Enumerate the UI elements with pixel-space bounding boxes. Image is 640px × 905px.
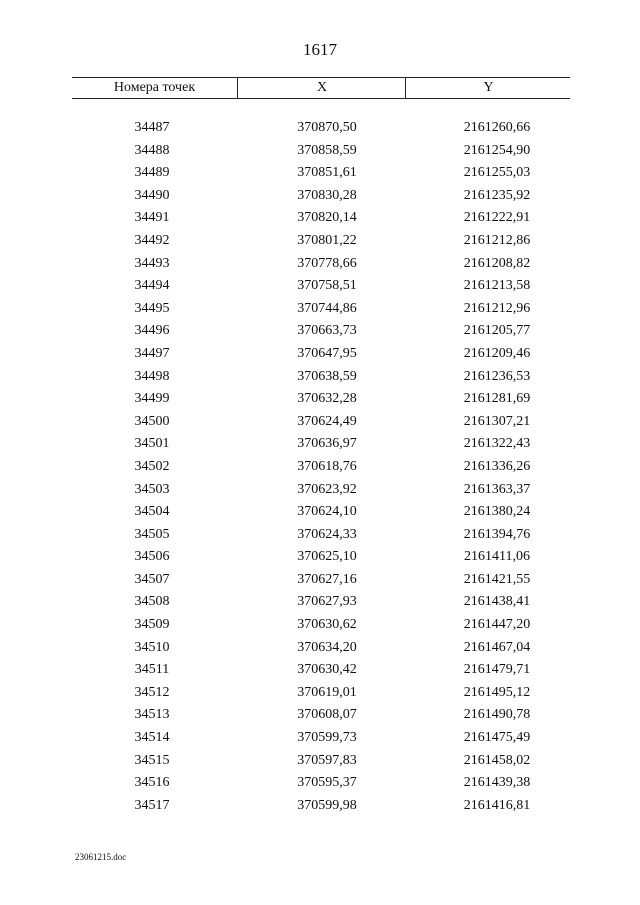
x-coordinate-cell: 370595,37 [297,775,357,791]
y-coordinate-cell: 2161467,04 [463,639,531,655]
point-number-cell: 34497 [134,345,170,361]
y-coordinate-cell: 2161447,20 [463,617,531,633]
table-row [72,704,570,727]
x-coordinate-cell: 370636,97 [297,436,357,452]
point-number-cell: 34500 [134,413,170,429]
x-coordinate-cell: 370778,66 [297,255,357,271]
table-row [72,456,570,479]
header-x: X [237,78,406,98]
point-number-cell: 34504 [134,504,170,520]
table-row [72,501,570,524]
point-number-cell: 34517 [134,797,170,813]
y-coordinate-cell: 2161208,82 [463,255,531,271]
y-coordinate-cell: 2161255,03 [463,165,531,181]
point-number-cell: 34507 [134,571,170,587]
y-coordinate-cell: 2161421,55 [463,571,531,587]
y-coordinate-cell: 2161363,37 [463,481,531,497]
table-row [72,727,570,750]
point-number-cell: 34515 [134,752,170,768]
point-number-cell: 34512 [134,684,170,700]
x-coordinate-cell: 370625,10 [297,549,357,565]
point-number-cell: 34487 [134,120,170,135]
y-coordinate-cell: 2161212,86 [463,232,531,248]
table-row [72,162,570,185]
y-coordinate-cell: 2161213,58 [463,278,531,294]
x-coordinate-cell: 370623,92 [297,481,357,497]
table-row [72,659,570,682]
table-row [72,750,570,773]
point-number-cell: 34501 [134,436,170,452]
y-coordinate-cell: 2161458,02 [463,752,531,768]
x-coordinate-cell: 370663,73 [297,323,357,339]
x-coordinate-cell: 370624,10 [297,504,357,520]
y-coordinate-cell: 2161307,21 [463,413,531,429]
x-coordinate-cell: 370624,49 [297,413,357,429]
point-number-cell: 34488 [134,142,170,158]
table-row [72,253,570,276]
table-row [72,298,570,321]
x-coordinate-cell: 370870,50 [297,120,357,135]
point-number-cell: 34492 [134,232,170,248]
y-coordinate-cell: 2161380,24 [463,504,531,520]
table-row [72,185,570,208]
point-number-cell: 34502 [134,458,170,474]
point-number-cell: 34491 [134,210,170,226]
y-coordinate-cell: 2161222,91 [463,210,531,226]
y-coordinate-cell: 2161209,46 [463,345,531,361]
y-coordinate-cell: 2161322,43 [463,436,531,452]
x-coordinate-cell: 370744,86 [297,300,357,316]
point-number-cell: 34490 [134,187,170,203]
y-coordinate-cell: 2161281,69 [463,391,531,407]
header-y: Y [405,78,571,98]
x-coordinate-cell: 370619,01 [297,684,357,700]
x-coordinate-cell: 370597,83 [297,752,357,768]
point-number-cell: 34508 [134,594,170,610]
y-coordinate-cell: 2161235,92 [463,187,531,203]
x-coordinate-cell: 370608,07 [297,707,357,723]
table-row [72,524,570,547]
point-number-cell: 34510 [134,639,170,655]
y-coordinate-cell: 2161475,49 [463,730,531,746]
x-coordinate-cell: 370630,62 [297,617,357,633]
table-row [72,795,570,818]
table-row [72,320,570,343]
table-row [72,772,570,795]
y-coordinate-cell: 2161212,96 [463,300,531,316]
y-coordinate-cell: 2161439,38 [463,775,531,791]
table-row [72,433,570,456]
table-row [72,230,570,253]
point-number-cell: 34489 [134,165,170,181]
x-coordinate-cell: 370638,59 [297,368,357,384]
point-number-cell: 34505 [134,526,170,542]
y-coordinate-cell: 2161236,53 [463,368,531,384]
table-row [72,479,570,502]
table-row [72,411,570,434]
table-row [72,591,570,614]
x-coordinate-cell: 370599,73 [297,730,357,746]
x-coordinate-cell: 370627,16 [297,571,357,587]
table-row [72,343,570,366]
y-coordinate-cell: 2161260,66 [463,120,531,135]
x-coordinate-cell: 370627,93 [297,594,357,610]
header-point-number: Номера точек [113,80,196,95]
table-row [72,682,570,705]
x-coordinate-cell: 370758,51 [297,278,357,294]
point-number-cell: 34509 [134,617,170,633]
point-number-cell: 34506 [134,549,170,565]
y-coordinate-cell: 2161479,71 [463,662,531,678]
table-row [72,614,570,637]
table-body [72,117,570,817]
x-coordinate-cell: 370618,76 [297,458,357,474]
x-coordinate-cell: 370632,28 [297,391,357,407]
table-header [72,77,570,99]
table-row [72,569,570,592]
x-coordinate-cell: 370830,28 [297,187,357,203]
y-coordinate-cell: 2161254,90 [463,142,531,158]
point-number-cell: 34496 [134,323,170,339]
point-number-cell: 34514 [134,730,170,746]
x-coordinate-cell: 370851,61 [297,165,357,181]
y-coordinate-cell: 2161394,76 [463,526,531,542]
table-row [72,117,570,140]
x-coordinate-cell: 370599,98 [297,797,357,813]
y-coordinate-cell: 2161336,26 [463,458,531,474]
table-row [72,140,570,163]
point-number-cell: 34513 [134,707,170,723]
x-coordinate-cell: 370647,95 [297,345,357,361]
point-number-cell: 34495 [134,300,170,316]
table-row [72,207,570,230]
x-coordinate-cell: 370634,20 [297,639,357,655]
point-number-cell: 34493 [134,255,170,271]
table-row [72,637,570,660]
table-row [72,388,570,411]
point-number-cell: 34511 [134,662,170,678]
y-coordinate-cell: 2161416,81 [463,797,531,813]
y-coordinate-cell: 2161205,77 [463,323,531,339]
document-filename: 23061215.doc [75,852,127,862]
page-number: 1617 [303,40,337,59]
point-number-cell: 34498 [134,368,170,384]
point-number-cell: 34516 [134,775,170,791]
x-coordinate-cell: 370858,59 [297,142,357,158]
y-coordinate-cell: 2161411,06 [464,549,530,565]
x-coordinate-cell: 370624,33 [297,526,357,542]
point-number-cell: 34503 [134,481,170,497]
table-row [72,366,570,389]
y-coordinate-cell: 2161495,12 [463,684,531,700]
table-row [72,546,570,569]
y-coordinate-cell: 2161490,78 [463,707,531,723]
y-coordinate-cell: 2161438,41 [463,594,531,610]
point-number-cell: 34499 [134,391,170,407]
x-coordinate-cell: 370801,22 [297,232,357,248]
x-coordinate-cell: 370820,14 [297,210,357,226]
x-coordinate-cell: 370630,42 [297,662,357,678]
point-number-cell: 34494 [134,278,170,294]
table-row [72,275,570,298]
